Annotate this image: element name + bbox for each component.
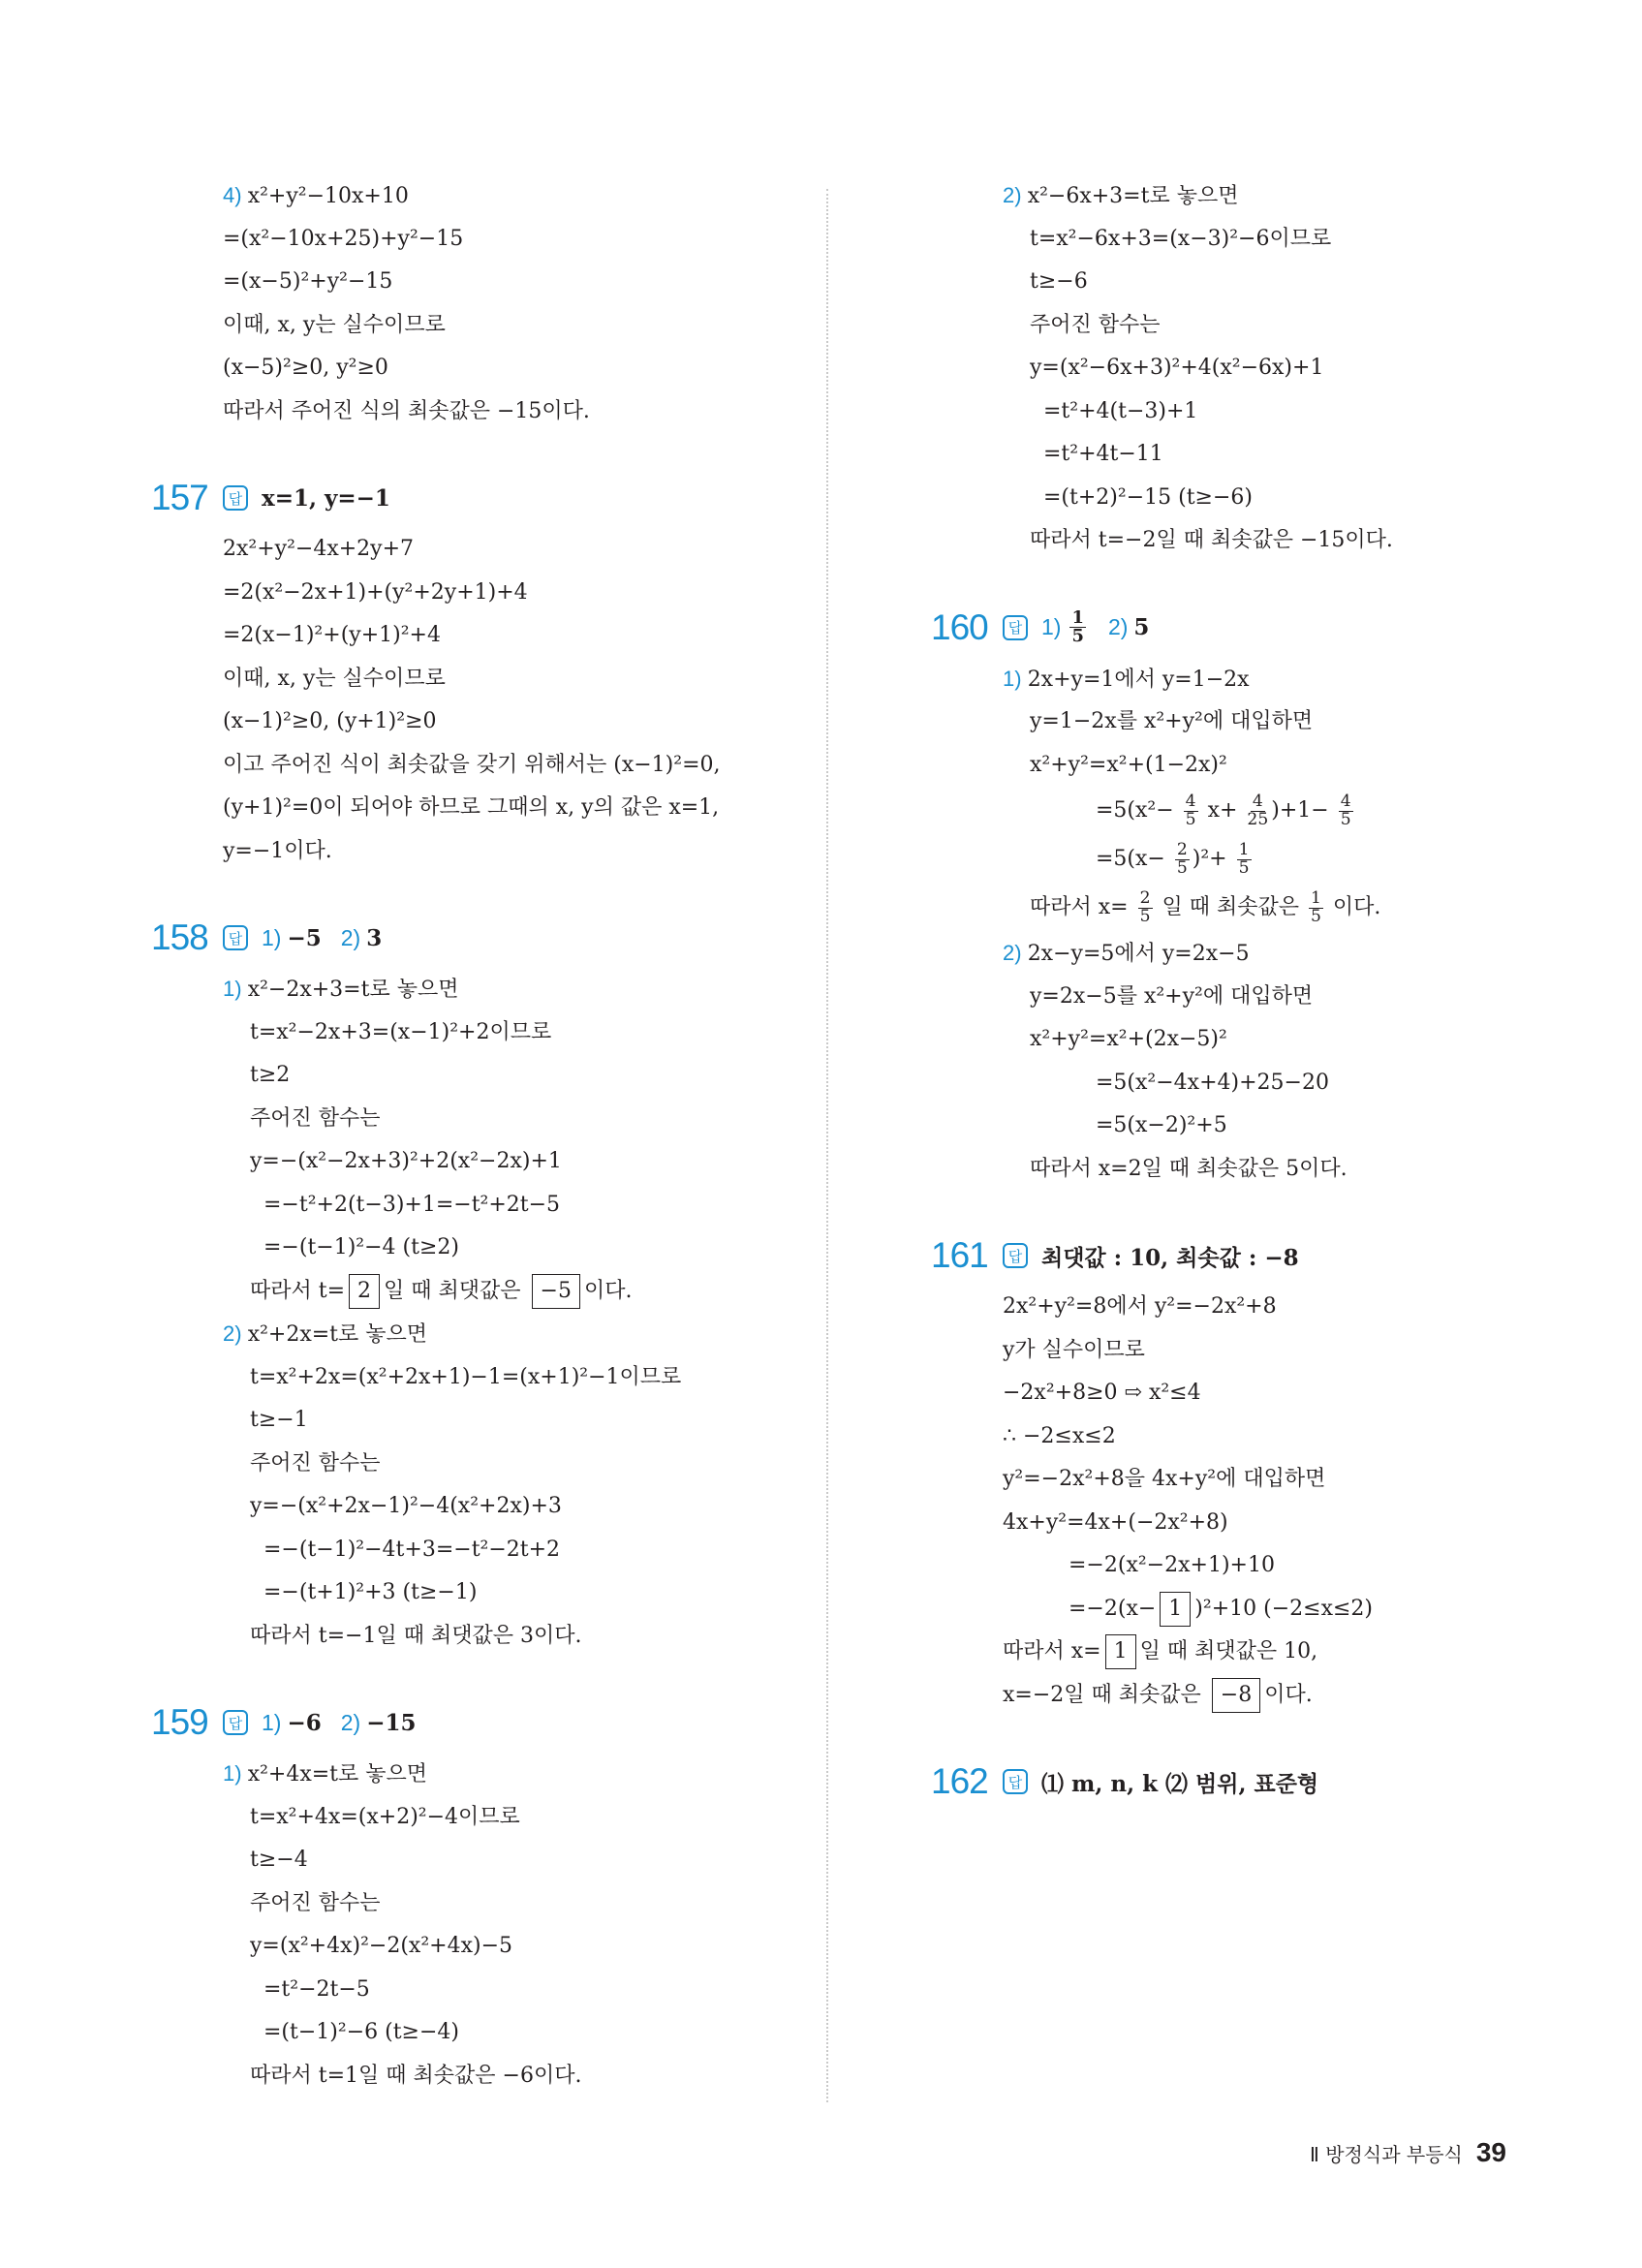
answer-part [262,1710,322,1736]
answer-text: ⑴ m, n, k ⑵ 범위, 표준형 [1041,1770,1319,1797]
answer-part-mark: 1) [262,1709,282,1735]
solution-line: =−(t+1)²+3 (t≥−1) [263,1580,478,1604]
problem-number: 157 [151,478,208,517]
answer-part-mark: 1) [1041,614,1062,639]
section-gap [155,433,785,468]
sub-item-number: 4) [223,183,248,207]
solution-line: =t²+4t−11 [1043,442,1163,466]
solution-body [1003,1286,1535,1717]
answer-part [1108,614,1149,640]
solution-body [223,528,785,873]
sub-item-number: 2) [223,1321,248,1346]
solution-line: =5(x²−4x+4)+25−20 [1096,1070,1329,1095]
sub-item-number: 2) [1003,941,1028,965]
problem-number: 160 [931,606,988,647]
boxed-answer: −8 [1212,1678,1260,1713]
boxed-answer: 1 [1160,1592,1191,1627]
answer-badge-icon: 답 [1003,1243,1028,1268]
solution-line: 이고 주어진 식이 최솟값을 갖기 위해서는 (x−1)²=0, [223,752,721,777]
solution-line: =(t−1)²−6 (t≥−4) [263,2020,459,2044]
fraction-denominator: 5 [1071,626,1084,646]
problem-number: 161 [931,1235,988,1275]
solution-line: t≥−6 [1030,269,1088,294]
solution-line: 2x²+y²=8에서 y²=−2x²+8 [1003,1294,1277,1319]
solution-line: 1) x²−2x+3=t로 놓으면 [223,977,459,1002]
section-gap [935,563,1535,598]
solution-line: (y+1)²=0이 되어야 하므로 그때의 x, y의 값은 x=1, [223,795,720,820]
answer-text [1041,609,1168,645]
answer-part-mark: 2) [1107,614,1129,639]
solution-line: =−(t−1)²−4 (t≥2) [263,1235,459,1259]
solution-line: =t²+4(t−3)+1 [1043,398,1198,423]
sub-item-number: 1) [223,977,248,1001]
fraction-numerator: 1 [1311,888,1321,909]
problem-p157 [151,433,785,873]
sub-item-number: 2) [1003,183,1028,207]
solution-line: =2(x²−2x+1)+(y²+2y+1)+4 [223,579,528,605]
solution-line: 따라서 t=1일 때 최솟값은 −6이다. [250,2063,582,2088]
section-gap [935,1717,1535,1752]
solution-line: =−2(x²−2x+1)+10 [1069,1553,1275,1577]
answer-badge-icon: 답 [223,1710,248,1735]
answer-badge-icon: 답 [223,485,248,511]
solution-line: 따라서 t= 2 일 때 최댓값은 −5 이다. [223,1270,785,1314]
solution-line: 따라서 t=−1일 때 최댓값은 3이다. [250,1623,582,1648]
answer-text: x=1, y=−1 [262,484,390,512]
answer-part-mark: 2) [340,924,361,950]
solution-line: =5(x²− $\frac{4}{5}$ x+ $\frac{4}{25}$ )+1− $\frac{4}{5}$ [1096,792,1351,829]
solution-line: =5(x−2)²+5 [1096,1113,1227,1137]
solution-body [223,174,785,433]
section-title: Ⅱ 방정식과 부등식 [1310,2143,1463,2166]
answer-badge-icon: 답 [223,925,248,950]
fraction-numerator: 2 [1139,888,1151,909]
solution-line: t=x²+4x=(x+2)²−4이므로 [250,1804,520,1829]
fraction-denominator: 5 [1238,857,1250,878]
problem-p158 [151,873,785,1658]
solution-line: =−t²+2(t−3)+1=−t²+2t−5 [263,1192,561,1217]
answer-text [262,925,401,951]
problem-header [151,1693,785,1753]
problem-header [931,1226,1535,1286]
problem-p160 [931,563,1535,1192]
answer-part-value: −15 [366,1709,417,1736]
solution-body [1003,658,1535,1192]
left-column [151,174,785,2097]
fraction [1175,842,1190,876]
fraction-denominator: 5 [1139,906,1151,926]
answer-part-value: 5 [1133,614,1150,640]
right-column [931,174,1535,1812]
solution-line: 2x²+y²−4x+2y+7 [223,537,415,561]
solution-line: =−(t−1)²−4t+3=−t²−2t+2 [263,1537,561,1562]
boxed-answer: −5 [532,1274,580,1309]
fraction [1247,793,1268,827]
page-number: 39 [1475,2137,1506,2167]
column-divider [826,189,828,2102]
solution-line: y가 실수이므로 [1003,1337,1145,1362]
solution-line: 따라서 t=−2일 때 최솟값은 −15이다. [1030,528,1393,552]
answer-part-value: −5 [287,924,322,951]
solution-line: ∴ −2≤x≤2 [1003,1423,1116,1448]
boxed-answer: 1 [1105,1634,1136,1669]
solution-line: x²+y²=x²+(1−2x)² [1030,752,1227,777]
solution-line: =(x−5)²+y²−15 [223,269,393,294]
page-footer [1310,2137,1506,2168]
solution-line: =2(x−1)²+(y+1)²+4 [223,623,441,647]
answer-part [1041,609,1089,645]
solution-line: 주어진 함수는 [1030,312,1161,337]
answer-part-mark: 2) [340,1709,361,1735]
fraction-numerator: 1 [1071,607,1084,629]
solution-line: 2) x²+2x=t로 놓으면 [223,1321,428,1347]
fraction-denominator: 5 [1340,809,1351,829]
solution-line: y=(x²−6x+3)²+4(x²−6x)+1 [1030,356,1324,380]
solution-line: 따라서 주어진 식의 최솟값은 −15이다. [223,398,590,423]
solution-line: y=−1이다. [223,838,332,863]
fraction [1069,609,1085,645]
answer-part-value: −6 [287,1709,322,1736]
solution-line: t=x²+2x=(x²+2x+1)−1=(x+1)²−1이므로 [250,1364,682,1389]
solution-line: 1) 2x+y=1에서 y=1−2x [1003,666,1250,692]
solution-line: −2x²+8≥0 ⇨ x²≤4 [1003,1381,1201,1405]
problem-number: 158 [151,917,208,957]
solution-line: x²+y²=x²+(2x−5)² [1030,1027,1227,1051]
problem-p159 [151,1658,785,2097]
answer-part-mark: 1) [262,924,282,950]
solution-body [223,968,785,1658]
fraction-numerator: 4 [1252,792,1263,812]
solution-line: 따라서 x= 1 일 때 최댓값은 10, [1003,1631,1535,1674]
solution-line: 주어진 함수는 [250,1105,381,1131]
solution-line: =t²−2t−5 [263,1976,370,2002]
section-gap [935,1191,1535,1226]
fraction [1237,842,1252,876]
solution-line: =5(x− $\frac{2}{5}$ )²+ $\frac{1}{5}$ [1096,840,1250,878]
problem-header [931,1752,1535,1812]
fraction [1184,793,1198,827]
solution-line: =−2(x− 1 )²+10 (−2≤x≤2) [1003,1588,1535,1631]
answer-part-value: 3 [366,924,383,951]
answer-text [262,1710,435,1736]
problem-number: 162 [931,1761,988,1801]
boxed-answer: 2 [349,1274,380,1309]
problem-p162 [931,1717,1535,1812]
answer-part [341,1710,417,1736]
sub-item-number: 1) [1003,666,1028,691]
problem-p161 [931,1191,1535,1717]
solution-line: y=2x−5를 x²+y²에 대입하면 [1030,983,1314,1009]
fraction-denominator: 5 [1185,809,1196,829]
solution-line: 4) x²+y²−10x+10 [223,183,409,208]
solution-line: t=x²−2x+3=(x−1)²+2이므로 [250,1019,552,1044]
answer-part [262,925,322,951]
solution-line: 따라서 x=2일 때 최솟값은 5이다. [1030,1156,1348,1181]
answer-text: 최댓값 : 10, 최솟값 : −8 [1041,1244,1299,1271]
solution-line: 이때, x, y는 실수이므로 [223,312,446,337]
solution-line: =(x²−10x+25)+y²−15 [223,226,464,251]
problem-number: 159 [151,1702,208,1742]
solution-line: 2) 2x−y=5에서 y=2x−5 [1003,941,1250,966]
answer-badge-icon: 답 [1003,615,1028,640]
solution-line: t≥−1 [250,1408,308,1432]
fraction [1138,890,1153,924]
solution-body [223,1753,785,2097]
solution-line: 1) x²+4x=t로 놓으면 [223,1761,428,1786]
solution-line: 주어진 함수는 [250,1890,381,1915]
problem-p156-4 [155,174,785,433]
solution-line: t≥−4 [250,1848,308,1872]
solution-line: x=−2일 때 최솟값은 −8 이다. [1003,1674,1535,1718]
problem-header [931,598,1535,658]
solution-line: 이때, x, y는 실수이므로 [223,666,446,691]
solution-line: =(t+2)²−15 (t≥−6) [1043,484,1253,510]
problem-p159-2 [935,174,1535,563]
fraction [1309,890,1323,924]
fraction-denominator: 25 [1247,809,1269,829]
fraction-denominator: 5 [1176,857,1188,878]
fraction-denominator: 5 [1311,906,1321,926]
fraction-numerator: 2 [1176,840,1188,860]
solution-body [1003,174,1535,563]
section-gap [155,1658,785,1693]
solution-line: 따라서 x= $\frac{2}{5}$ 일 때 최솟값은 $\frac{1}{5}$ 이다. [1030,888,1381,926]
fraction [1339,793,1353,827]
solution-line: 주어진 함수는 [250,1450,381,1476]
fraction-numerator: 1 [1238,840,1250,860]
solution-line: 2) x²−6x+3=t로 놓으면 [1003,183,1239,208]
solution-line: 4x+y²=4x+(−2x²+8) [1003,1509,1228,1535]
solution-line: (x−1)²≥0, (y+1)²≥0 [223,709,437,733]
answer-badge-icon: 답 [1003,1769,1028,1794]
solution-line: y²=−2x²+8을 4x+y²에 대입하면 [1003,1467,1326,1491]
solution-line: y=−(x²+2x−1)²−4(x²+2x)+3 [250,1494,562,1518]
solution-line: (x−5)²≥0, y²≥0 [223,356,388,380]
problem-header [151,908,785,968]
solution-line: t=x²−6x+3=(x−3)²−6이므로 [1030,226,1332,251]
solution-line: t≥2 [250,1063,291,1087]
answer-part [341,925,382,951]
sub-item-number: 1) [223,1761,248,1786]
fraction-numerator: 4 [1340,792,1351,812]
fraction-numerator: 4 [1185,792,1196,812]
solution-line: y=1−2x를 x²+y²에 대입하면 [1030,709,1314,733]
section-gap [155,873,785,908]
problem-header [151,468,785,528]
solution-line: y=−(x²−2x+3)²+2(x²−2x)+1 [250,1149,562,1173]
answer-part-value [1067,609,1088,645]
solution-line: y=(x²+4x)²−2(x²+4x)−5 [250,1934,513,1958]
